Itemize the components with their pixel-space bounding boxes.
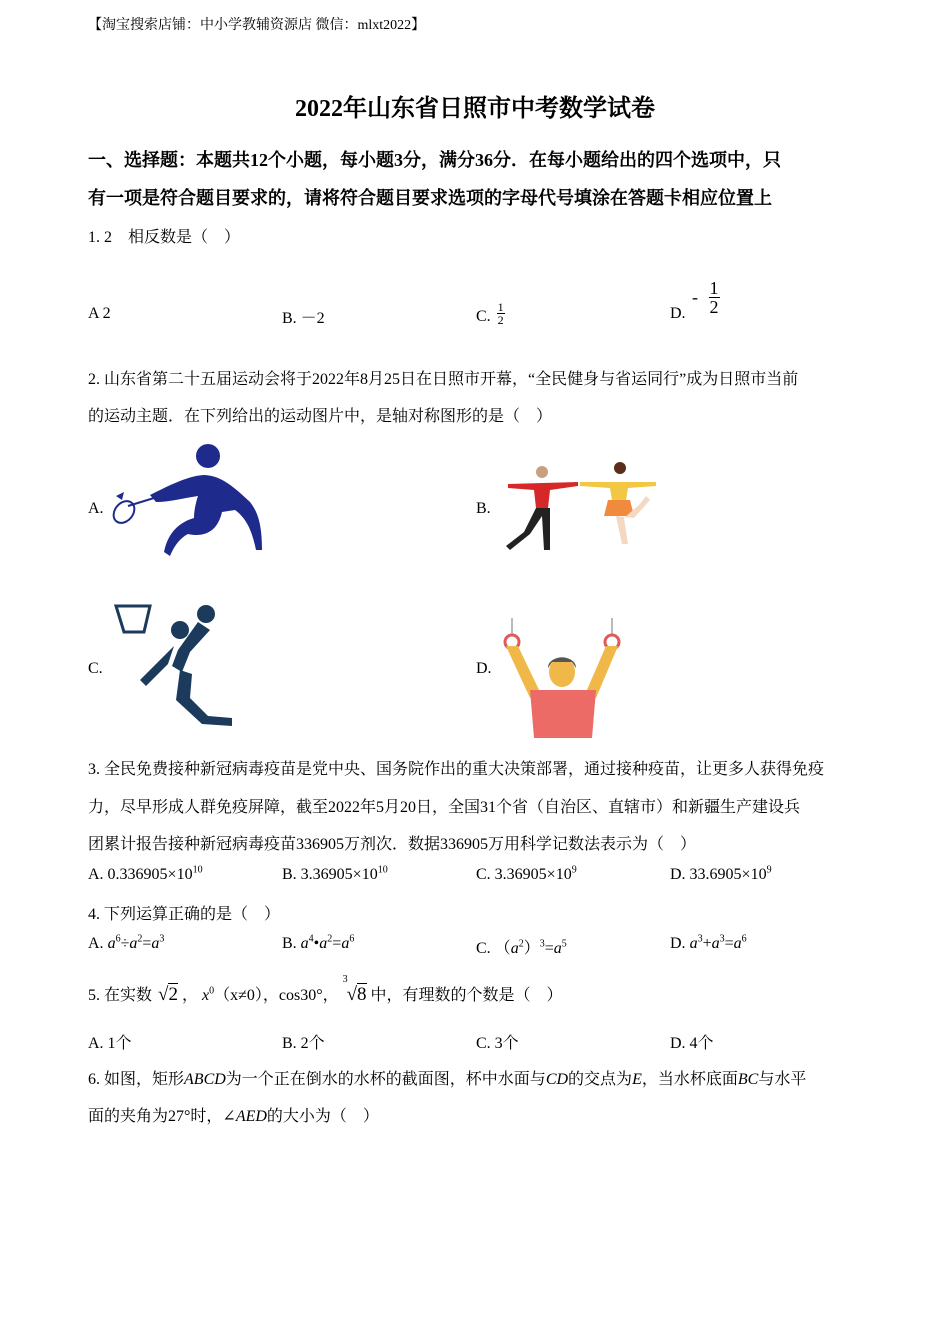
q3-option-c-base: C. 3.36905×10 — [476, 866, 572, 883]
minus-sign: - — [692, 287, 698, 307]
text: 6. 如图，矩形 — [88, 1071, 185, 1088]
q1-option-d-value — [692, 279, 720, 316]
q5-middle: （x≠0），cos30°， — [214, 987, 339, 1004]
q5-option-b: B. 2个 — [282, 1035, 325, 1052]
q5-option-c: C. 3个 — [476, 1035, 519, 1052]
fraction-numerator: 1 — [497, 300, 504, 314]
page-header: 【淘宝搜索店铺：中小学教辅资源店 微信：mlxt2022】 — [88, 18, 426, 33]
q1-option-c — [476, 300, 505, 330]
fraction-numerator: 1 — [709, 278, 719, 298]
text: 面的夹角为27°时，∠ — [88, 1108, 236, 1125]
gymnast-rings-image — [500, 616, 630, 738]
question-2-line2: 的运动主题．在下列给出的运动图片中，是轴对称图形的是（ ） — [88, 408, 553, 425]
question-3-line2: 力，尽早形成人群免疫屏障，截至2022年5月20日，全国31个省（自治区、直辖市）和新疆生产建设兵 — [88, 799, 801, 816]
q5-option-d: D. 4个 — [670, 1035, 714, 1052]
q1-option-d-fraction — [709, 279, 720, 316]
q4-option-a: A. $a^6\div a^2=a^3$ — [88, 933, 165, 952]
q3-option-b — [282, 866, 388, 884]
page-title: 2022年山东省日照市中考数学试卷 — [295, 96, 655, 122]
q3-option-a — [88, 866, 203, 884]
text: 为一个正在倒水的水杯的截面图，杯中水面与 — [225, 1071, 546, 1088]
question-3-line3: 团累计报告接种新冠病毒疫苗336905万剂次．数据336905万用科学记数法表示为（ ） — [88, 836, 697, 853]
section-heading-line1: 一、选择题：本题共12个小题，每小题3分，满分36分．在每小题给出的四个选项中，只 — [88, 150, 781, 170]
question-6-line2 — [88, 1103, 379, 1126]
q1-option-b: B. －2 — [282, 310, 325, 327]
q4-option-b: B. $a^4•a^2=a^6$ — [282, 933, 355, 952]
question-3-line1: 3. 全民免费接种新冠病毒疫苗是党中央、国务院作出的重大决策部署，通过接种疫苗，让更多人获得免疫 — [88, 761, 825, 778]
q3-option-c — [476, 866, 577, 884]
q1-option-c-fraction — [497, 301, 505, 326]
question-4-stem: 4. 下列运算正确的是（ ） — [88, 906, 281, 923]
q1-option-c-label: C. — [476, 308, 491, 326]
separator: ， — [181, 987, 198, 1004]
var-e: E — [632, 1071, 642, 1088]
q4-option-c: C. $(a^2)^3=a^5$ — [476, 938, 567, 957]
fraction-denominator: 2 — [497, 313, 504, 327]
q4-option-d: D. $a^3+a^3=a^6$ — [670, 933, 747, 952]
badminton-player-image — [110, 440, 270, 558]
section-heading-line2: 有一项是符合题目要求的，请将符合题目要求选项的字母代号填涂在答题卡相应位置上 — [88, 188, 772, 208]
q3-option-c-exponent: 9 — [571, 864, 577, 876]
q3-option-b-exponent: 10 — [377, 864, 388, 876]
question-1-stem: 1. 2 相反数是（ ） — [88, 229, 241, 246]
q3-option-b-base: B. 3.36905×10 — [282, 866, 378, 883]
text: 的交点为 — [568, 1071, 633, 1088]
q3-option-d — [670, 866, 772, 884]
q3-option-d-exponent: 9 — [766, 864, 772, 876]
q4-option-c-label: C. — [476, 940, 491, 957]
q5-suffix: 中，有理数的个数是（ ） — [370, 987, 563, 1004]
var-cd: CD — [545, 1071, 569, 1088]
q2-option-c-label: C. — [88, 660, 103, 677]
text: 的大小为（ ） — [266, 1108, 379, 1125]
radicand: 8 — [357, 984, 367, 1005]
text: ，当水杯底面 — [641, 1071, 738, 1088]
q2-option-a-label: A. — [88, 500, 104, 517]
var-abcd: ABCD — [184, 1071, 226, 1088]
q3-option-a-base: A. 0.336905×10 — [88, 866, 193, 883]
basketball-player-image — [110, 600, 250, 734]
q3-option-d-base: D. 33.6905×10 — [670, 866, 767, 883]
fraction-denominator: 2 — [709, 297, 719, 317]
q2-option-d-label: D. — [476, 660, 492, 677]
text: 与水平 — [758, 1071, 807, 1088]
cube-root-8: 3 √8 — [342, 974, 367, 1005]
question-6-line1 — [88, 1066, 806, 1089]
q4-option-a-label: A. — [88, 935, 104, 952]
q2-option-b-label: B. — [476, 500, 491, 517]
var-bc: BC — [737, 1071, 759, 1088]
q3-option-a-exponent: 10 — [192, 864, 203, 876]
q1-option-a: A 2 — [88, 305, 111, 322]
q5-option-a: A. 1个 — [88, 1035, 132, 1052]
var-aed: AED — [235, 1108, 267, 1125]
q5-prefix: 5. 在实数 — [88, 987, 153, 1004]
figure-skaters-image — [500, 460, 660, 556]
q4-option-b-label: B. — [282, 935, 297, 952]
sqrt-2: √2 — [158, 984, 178, 1005]
q1-option-d-label: D. — [670, 305, 686, 322]
q4-option-d-label: D. — [670, 935, 686, 952]
radicand: 2 — [168, 984, 178, 1005]
question-2-line1: 2. 山东省第二十五届运动会将于2022年8月25日在日照市开幕，“全民健身与省运同行”成为日照市当前 — [88, 371, 799, 388]
question-5-stem: 5. 在实数 √2 ， $x^0(x\ne 0)$，cos30°， 3 √8 中，有理数的个数是（ ） — [88, 974, 563, 1005]
q1-option-d — [670, 305, 686, 323]
